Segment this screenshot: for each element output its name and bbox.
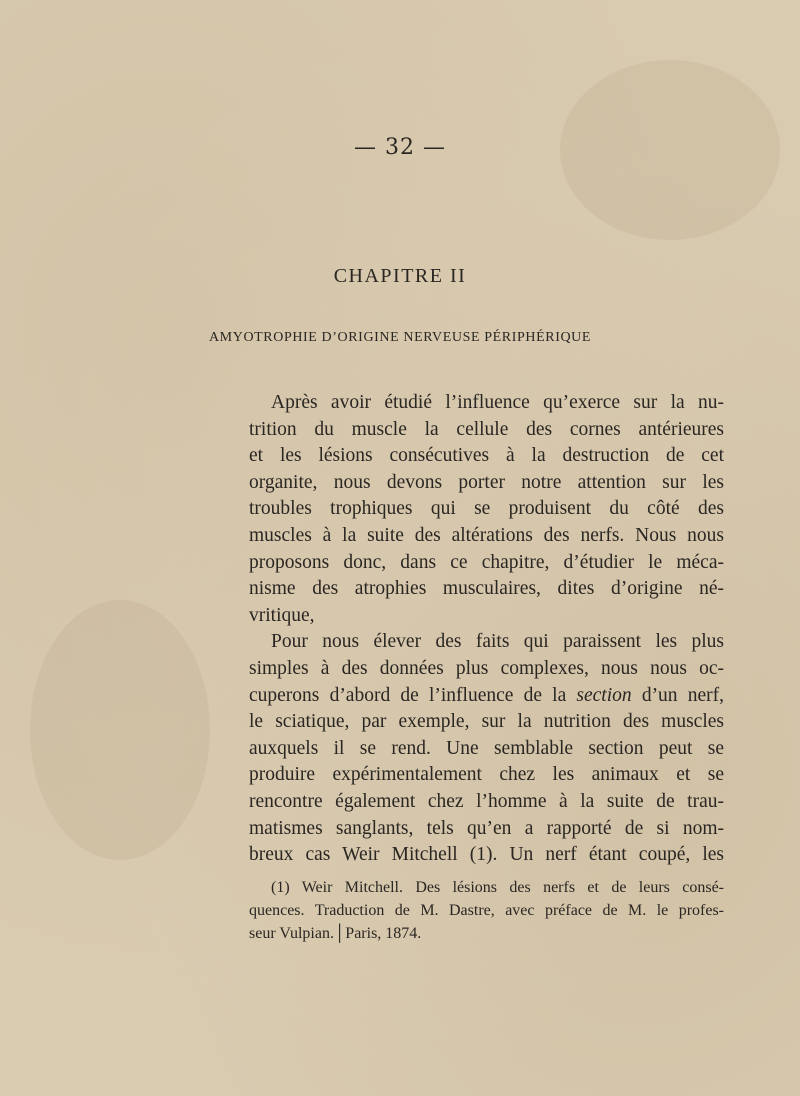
footnote [249,876,724,945]
paper-stain [30,600,210,860]
footnote-line: quences. Traduction de M. Dastre, avec préface de M. le profes- [249,902,724,919]
body-line: nisme des atrophies musculaires, dites d’origine né- [249,578,724,600]
chapter-title: CHAPITRE II [333,265,467,287]
footnote-line: seur Vulpian.│Paris, 1874. [249,925,422,942]
footnote-line: (1) Weir Mitchell. Des lésions des nerfs et de leurs consé- [271,879,724,896]
body-line: cuperons d’abord de l’influence de la section d’un nerf, [249,684,724,706]
body-line: matismes sanglants, tels qu’en a rapporté de si nom- [249,817,724,839]
body-line: simples à des données plus complexes, nous nous oc- [249,657,724,679]
body-line: et les lésions consécutives à la destruction de cet [249,445,724,467]
body-line: troubles trophiques qui se produisent du côté des [249,498,724,520]
chapter-subtitle: AMYOTROPHIE D’ORIGINE NERVEUSE PÉRIPHÉRIQUE [208,330,592,345]
body-line: auxquels il se rend. Une semblable section peut se [249,737,724,759]
body-line: breux cas Weir Mitchell (1). Un nerf étant coupé, les [249,844,724,866]
body-line: Après avoir étudié l’influence qu’exerce sur la nu- [271,392,724,413]
body-line: trition du muscle la cellule des cornes antérieures [249,418,724,440]
body-line: produire expérimentalement chez les animaux et se [249,764,724,786]
body-line: Pour nous élever des faits qui paraissent les plus [271,631,724,653]
body-line: proposons donc, dans ce chapitre, d’étudier le méca- [249,551,724,573]
body-line: vritique, [249,604,315,626]
body-text [249,390,724,869]
page-number: — 32 — [354,135,446,160]
body-line: muscles à la suite des altérations des nerfs. Nous nous [249,524,724,546]
body-line: organite, nous devons porter notre attention sur les [249,471,724,493]
body-line: le sciatique, par exemple, sur la nutrition des muscles [249,711,724,733]
body-line: rencontre également chez l’homme à la suite de trau- [249,790,724,812]
